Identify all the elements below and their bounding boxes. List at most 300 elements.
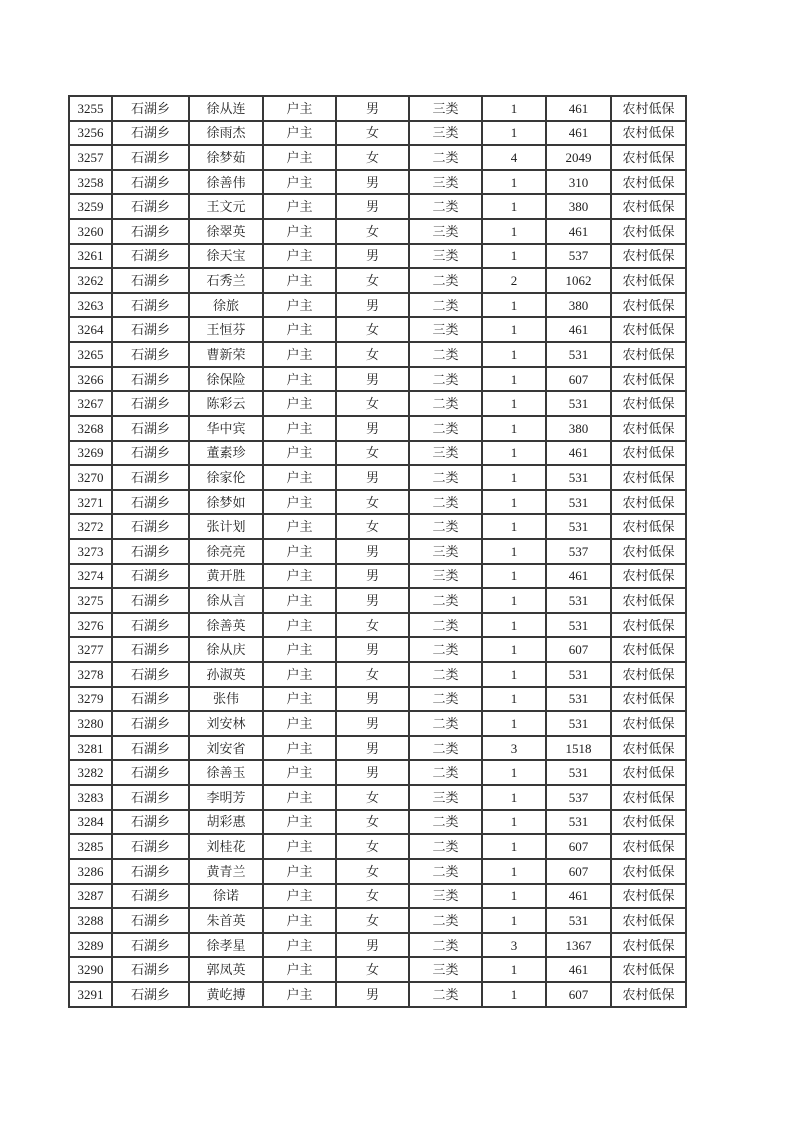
cell-program: 农村低保 xyxy=(611,194,686,219)
table-row xyxy=(69,539,686,564)
cell-township: 石湖乡 xyxy=(112,170,189,195)
cell-amount: 461 xyxy=(546,219,611,244)
cell-name: 徐从庆 xyxy=(189,637,263,662)
cell-category: 三类 xyxy=(409,96,482,121)
cell-township: 石湖乡 xyxy=(112,957,189,982)
cell-gender: 女 xyxy=(336,391,409,416)
table-row xyxy=(69,293,686,318)
cell-category: 二类 xyxy=(409,588,482,613)
cell-person_count: 1 xyxy=(482,588,546,613)
cell-name: 董素珍 xyxy=(189,441,263,466)
cell-person_count: 1 xyxy=(482,859,546,884)
cell-amount: 461 xyxy=(546,121,611,146)
table-row xyxy=(69,367,686,392)
rural-subsistence-allowance-table xyxy=(68,95,687,1008)
cell-township: 石湖乡 xyxy=(112,539,189,564)
cell-name: 徐保险 xyxy=(189,367,263,392)
cell-township: 石湖乡 xyxy=(112,441,189,466)
cell-gender: 女 xyxy=(336,810,409,835)
cell-category: 二类 xyxy=(409,982,482,1007)
cell-amount: 461 xyxy=(546,317,611,342)
cell-household_role: 户主 xyxy=(263,121,336,146)
cell-serial_no: 3284 xyxy=(69,810,112,835)
cell-township: 石湖乡 xyxy=(112,490,189,515)
table-row xyxy=(69,711,686,736)
cell-name: 徐亮亮 xyxy=(189,539,263,564)
cell-household_role: 户主 xyxy=(263,244,336,269)
cell-amount: 537 xyxy=(546,244,611,269)
table-row xyxy=(69,908,686,933)
cell-program: 农村低保 xyxy=(611,564,686,589)
cell-amount: 537 xyxy=(546,785,611,810)
cell-household_role: 户主 xyxy=(263,342,336,367)
cell-category: 三类 xyxy=(409,957,482,982)
cell-household_role: 户主 xyxy=(263,367,336,392)
cell-category: 二类 xyxy=(409,145,482,170)
cell-township: 石湖乡 xyxy=(112,416,189,441)
cell-gender: 女 xyxy=(336,490,409,515)
cell-gender: 女 xyxy=(336,613,409,638)
cell-amount: 531 xyxy=(546,391,611,416)
cell-person_count: 1 xyxy=(482,194,546,219)
cell-serial_no: 3291 xyxy=(69,982,112,1007)
cell-person_count: 1 xyxy=(482,490,546,515)
cell-program: 农村低保 xyxy=(611,170,686,195)
cell-serial_no: 3274 xyxy=(69,564,112,589)
table-row xyxy=(69,244,686,269)
cell-gender: 男 xyxy=(336,367,409,392)
cell-township: 石湖乡 xyxy=(112,293,189,318)
cell-gender: 女 xyxy=(336,317,409,342)
cell-name: 徐翠英 xyxy=(189,219,263,244)
cell-serial_no: 3258 xyxy=(69,170,112,195)
cell-township: 石湖乡 xyxy=(112,342,189,367)
cell-serial_no: 3276 xyxy=(69,613,112,638)
cell-name: 徐从言 xyxy=(189,588,263,613)
cell-township: 石湖乡 xyxy=(112,711,189,736)
cell-township: 石湖乡 xyxy=(112,465,189,490)
cell-program: 农村低保 xyxy=(611,588,686,613)
cell-township: 石湖乡 xyxy=(112,391,189,416)
cell-amount: 531 xyxy=(546,613,611,638)
cell-person_count: 1 xyxy=(482,367,546,392)
cell-township: 石湖乡 xyxy=(112,244,189,269)
cell-township: 石湖乡 xyxy=(112,96,189,121)
table-body xyxy=(69,96,686,1007)
cell-township: 石湖乡 xyxy=(112,219,189,244)
cell-person_count: 1 xyxy=(482,465,546,490)
cell-program: 农村低保 xyxy=(611,785,686,810)
cell-category: 二类 xyxy=(409,711,482,736)
cell-name: 徐善伟 xyxy=(189,170,263,195)
cell-household_role: 户主 xyxy=(263,687,336,712)
cell-program: 农村低保 xyxy=(611,268,686,293)
cell-household_role: 户主 xyxy=(263,810,336,835)
cell-household_role: 户主 xyxy=(263,933,336,958)
cell-township: 石湖乡 xyxy=(112,687,189,712)
cell-amount: 531 xyxy=(546,810,611,835)
table-row xyxy=(69,317,686,342)
cell-serial_no: 3271 xyxy=(69,490,112,515)
cell-household_role: 户主 xyxy=(263,391,336,416)
cell-name: 朱首英 xyxy=(189,908,263,933)
cell-township: 石湖乡 xyxy=(112,810,189,835)
table-row xyxy=(69,884,686,909)
cell-township: 石湖乡 xyxy=(112,588,189,613)
cell-household_role: 户主 xyxy=(263,884,336,909)
cell-household_role: 户主 xyxy=(263,736,336,761)
cell-program: 农村低保 xyxy=(611,736,686,761)
cell-household_role: 户主 xyxy=(263,982,336,1007)
cell-household_role: 户主 xyxy=(263,785,336,810)
cell-program: 农村低保 xyxy=(611,933,686,958)
cell-program: 农村低保 xyxy=(611,613,686,638)
cell-person_count: 1 xyxy=(482,637,546,662)
cell-amount: 2049 xyxy=(546,145,611,170)
cell-gender: 女 xyxy=(336,121,409,146)
cell-amount: 310 xyxy=(546,170,611,195)
cell-serial_no: 3280 xyxy=(69,711,112,736)
cell-name: 刘安省 xyxy=(189,736,263,761)
cell-township: 石湖乡 xyxy=(112,736,189,761)
cell-category: 三类 xyxy=(409,219,482,244)
cell-category: 三类 xyxy=(409,441,482,466)
cell-gender: 女 xyxy=(336,908,409,933)
table-row xyxy=(69,588,686,613)
cell-person_count: 1 xyxy=(482,391,546,416)
cell-gender: 女 xyxy=(336,834,409,859)
cell-name: 黄屹搏 xyxy=(189,982,263,1007)
cell-name: 刘桂花 xyxy=(189,834,263,859)
cell-category: 二类 xyxy=(409,514,482,539)
table-row xyxy=(69,219,686,244)
cell-category: 二类 xyxy=(409,834,482,859)
cell-serial_no: 3281 xyxy=(69,736,112,761)
cell-category: 二类 xyxy=(409,465,482,490)
cell-amount: 531 xyxy=(546,490,611,515)
cell-township: 石湖乡 xyxy=(112,145,189,170)
table-row xyxy=(69,760,686,785)
cell-program: 农村低保 xyxy=(611,662,686,687)
cell-township: 石湖乡 xyxy=(112,317,189,342)
table-row xyxy=(69,982,686,1007)
cell-amount: 531 xyxy=(546,760,611,785)
cell-amount: 1367 xyxy=(546,933,611,958)
cell-amount: 380 xyxy=(546,293,611,318)
table-row xyxy=(69,810,686,835)
cell-program: 农村低保 xyxy=(611,834,686,859)
cell-household_role: 户主 xyxy=(263,908,336,933)
cell-serial_no: 3283 xyxy=(69,785,112,810)
cell-program: 农村低保 xyxy=(611,441,686,466)
cell-township: 石湖乡 xyxy=(112,613,189,638)
table-row xyxy=(69,736,686,761)
cell-gender: 男 xyxy=(336,564,409,589)
cell-amount: 531 xyxy=(546,342,611,367)
cell-program: 农村低保 xyxy=(611,121,686,146)
cell-amount: 380 xyxy=(546,416,611,441)
cell-gender: 男 xyxy=(336,982,409,1007)
cell-category: 二类 xyxy=(409,810,482,835)
cell-name: 徐雨杰 xyxy=(189,121,263,146)
cell-category: 二类 xyxy=(409,637,482,662)
cell-category: 二类 xyxy=(409,342,482,367)
cell-amount: 531 xyxy=(546,908,611,933)
cell-household_role: 户主 xyxy=(263,859,336,884)
table-row xyxy=(69,268,686,293)
cell-gender: 男 xyxy=(336,170,409,195)
cell-serial_no: 3282 xyxy=(69,760,112,785)
cell-serial_no: 3267 xyxy=(69,391,112,416)
cell-name: 华中宾 xyxy=(189,416,263,441)
cell-category: 二类 xyxy=(409,391,482,416)
cell-person_count: 1 xyxy=(482,293,546,318)
cell-person_count: 4 xyxy=(482,145,546,170)
cell-gender: 女 xyxy=(336,859,409,884)
cell-name: 徐梦茹 xyxy=(189,145,263,170)
cell-category: 三类 xyxy=(409,244,482,269)
cell-household_role: 户主 xyxy=(263,834,336,859)
table-row xyxy=(69,564,686,589)
cell-name: 王恒芬 xyxy=(189,317,263,342)
cell-person_count: 1 xyxy=(482,785,546,810)
cell-person_count: 1 xyxy=(482,564,546,589)
cell-serial_no: 3275 xyxy=(69,588,112,613)
cell-program: 农村低保 xyxy=(611,342,686,367)
cell-household_role: 户主 xyxy=(263,219,336,244)
cell-gender: 女 xyxy=(336,957,409,982)
cell-amount: 537 xyxy=(546,539,611,564)
cell-person_count: 1 xyxy=(482,662,546,687)
cell-person_count: 1 xyxy=(482,121,546,146)
cell-serial_no: 3273 xyxy=(69,539,112,564)
cell-gender: 男 xyxy=(336,539,409,564)
cell-gender: 女 xyxy=(336,268,409,293)
table-row xyxy=(69,662,686,687)
cell-program: 农村低保 xyxy=(611,490,686,515)
cell-person_count: 1 xyxy=(482,96,546,121)
cell-program: 农村低保 xyxy=(611,982,686,1007)
cell-household_role: 户主 xyxy=(263,662,336,687)
cell-name: 石秀兰 xyxy=(189,268,263,293)
cell-person_count: 3 xyxy=(482,933,546,958)
cell-category: 二类 xyxy=(409,859,482,884)
cell-amount: 607 xyxy=(546,367,611,392)
cell-program: 农村低保 xyxy=(611,687,686,712)
cell-gender: 女 xyxy=(336,514,409,539)
cell-township: 石湖乡 xyxy=(112,933,189,958)
cell-category: 二类 xyxy=(409,933,482,958)
cell-name: 徐家伦 xyxy=(189,465,263,490)
cell-amount: 607 xyxy=(546,859,611,884)
cell-serial_no: 3270 xyxy=(69,465,112,490)
cell-gender: 男 xyxy=(336,687,409,712)
cell-gender: 男 xyxy=(336,736,409,761)
cell-serial_no: 3264 xyxy=(69,317,112,342)
table-row xyxy=(69,859,686,884)
table-row xyxy=(69,170,686,195)
cell-category: 二类 xyxy=(409,490,482,515)
table-row xyxy=(69,391,686,416)
cell-amount: 531 xyxy=(546,465,611,490)
cell-person_count: 1 xyxy=(482,760,546,785)
cell-gender: 女 xyxy=(336,884,409,909)
cell-gender: 男 xyxy=(336,244,409,269)
cell-amount: 607 xyxy=(546,834,611,859)
cell-gender: 男 xyxy=(336,465,409,490)
cell-serial_no: 3288 xyxy=(69,908,112,933)
cell-person_count: 1 xyxy=(482,170,546,195)
cell-gender: 男 xyxy=(336,416,409,441)
cell-program: 农村低保 xyxy=(611,367,686,392)
cell-serial_no: 3257 xyxy=(69,145,112,170)
cell-person_count: 1 xyxy=(482,613,546,638)
cell-name: 胡彩惠 xyxy=(189,810,263,835)
cell-household_role: 户主 xyxy=(263,416,336,441)
cell-name: 张计划 xyxy=(189,514,263,539)
table-row xyxy=(69,514,686,539)
cell-township: 石湖乡 xyxy=(112,564,189,589)
table-row xyxy=(69,96,686,121)
cell-program: 农村低保 xyxy=(611,416,686,441)
cell-amount: 461 xyxy=(546,564,611,589)
cell-name: 黄开胜 xyxy=(189,564,263,589)
cell-person_count: 1 xyxy=(482,884,546,909)
cell-serial_no: 3286 xyxy=(69,859,112,884)
cell-township: 石湖乡 xyxy=(112,662,189,687)
cell-name: 徐天宝 xyxy=(189,244,263,269)
cell-program: 农村低保 xyxy=(611,293,686,318)
cell-amount: 1062 xyxy=(546,268,611,293)
cell-township: 石湖乡 xyxy=(112,637,189,662)
cell-amount: 607 xyxy=(546,982,611,1007)
cell-township: 石湖乡 xyxy=(112,194,189,219)
cell-serial_no: 3272 xyxy=(69,514,112,539)
table-row xyxy=(69,416,686,441)
cell-program: 农村低保 xyxy=(611,539,686,564)
cell-person_count: 1 xyxy=(482,810,546,835)
cell-household_role: 户主 xyxy=(263,96,336,121)
cell-serial_no: 3266 xyxy=(69,367,112,392)
cell-household_role: 户主 xyxy=(263,317,336,342)
cell-person_count: 1 xyxy=(482,539,546,564)
table-row xyxy=(69,933,686,958)
cell-gender: 女 xyxy=(336,145,409,170)
cell-serial_no: 3261 xyxy=(69,244,112,269)
cell-serial_no: 3263 xyxy=(69,293,112,318)
cell-program: 农村低保 xyxy=(611,219,686,244)
cell-category: 三类 xyxy=(409,785,482,810)
table-row xyxy=(69,637,686,662)
cell-person_count: 1 xyxy=(482,982,546,1007)
cell-gender: 女 xyxy=(336,785,409,810)
cell-household_role: 户主 xyxy=(263,490,336,515)
cell-township: 石湖乡 xyxy=(112,514,189,539)
cell-program: 农村低保 xyxy=(611,760,686,785)
table-row xyxy=(69,121,686,146)
cell-amount: 531 xyxy=(546,662,611,687)
cell-person_count: 1 xyxy=(482,441,546,466)
cell-category: 二类 xyxy=(409,367,482,392)
cell-household_role: 户主 xyxy=(263,588,336,613)
cell-serial_no: 3268 xyxy=(69,416,112,441)
cell-person_count: 1 xyxy=(482,244,546,269)
cell-category: 三类 xyxy=(409,539,482,564)
cell-name: 李明芳 xyxy=(189,785,263,810)
cell-name: 郭凤英 xyxy=(189,957,263,982)
cell-category: 二类 xyxy=(409,293,482,318)
cell-serial_no: 3290 xyxy=(69,957,112,982)
cell-household_role: 户主 xyxy=(263,957,336,982)
cell-person_count: 2 xyxy=(482,268,546,293)
cell-program: 农村低保 xyxy=(611,145,686,170)
cell-person_count: 1 xyxy=(482,514,546,539)
cell-household_role: 户主 xyxy=(263,293,336,318)
cell-amount: 380 xyxy=(546,194,611,219)
cell-program: 农村低保 xyxy=(611,859,686,884)
cell-person_count: 1 xyxy=(482,957,546,982)
cell-gender: 男 xyxy=(336,588,409,613)
table-row xyxy=(69,834,686,859)
cell-name: 徐孝星 xyxy=(189,933,263,958)
cell-household_role: 户主 xyxy=(263,613,336,638)
cell-program: 农村低保 xyxy=(611,244,686,269)
cell-person_count: 1 xyxy=(482,687,546,712)
cell-category: 三类 xyxy=(409,884,482,909)
cell-program: 农村低保 xyxy=(611,391,686,416)
table-row xyxy=(69,342,686,367)
cell-serial_no: 3277 xyxy=(69,637,112,662)
cell-household_role: 户主 xyxy=(263,145,336,170)
cell-name: 刘安林 xyxy=(189,711,263,736)
cell-household_role: 户主 xyxy=(263,514,336,539)
cell-category: 二类 xyxy=(409,908,482,933)
cell-category: 二类 xyxy=(409,613,482,638)
cell-name: 曹新荣 xyxy=(189,342,263,367)
cell-program: 农村低保 xyxy=(611,317,686,342)
cell-name: 徐善玉 xyxy=(189,760,263,785)
cell-serial_no: 3260 xyxy=(69,219,112,244)
cell-gender: 女 xyxy=(336,342,409,367)
cell-household_role: 户主 xyxy=(263,465,336,490)
cell-person_count: 1 xyxy=(482,908,546,933)
cell-person_count: 1 xyxy=(482,834,546,859)
cell-name: 黄青兰 xyxy=(189,859,263,884)
cell-gender: 男 xyxy=(336,96,409,121)
cell-person_count: 1 xyxy=(482,219,546,244)
cell-name: 徐从连 xyxy=(189,96,263,121)
table-row xyxy=(69,957,686,982)
cell-program: 农村低保 xyxy=(611,96,686,121)
cell-amount: 461 xyxy=(546,957,611,982)
cell-township: 石湖乡 xyxy=(112,834,189,859)
cell-person_count: 1 xyxy=(482,711,546,736)
cell-program: 农村低保 xyxy=(611,908,686,933)
cell-household_role: 户主 xyxy=(263,711,336,736)
cell-township: 石湖乡 xyxy=(112,982,189,1007)
cell-program: 农村低保 xyxy=(611,637,686,662)
cell-person_count: 1 xyxy=(482,317,546,342)
cell-gender: 男 xyxy=(336,194,409,219)
cell-amount: 531 xyxy=(546,687,611,712)
cell-program: 农村低保 xyxy=(611,884,686,909)
cell-person_count: 3 xyxy=(482,736,546,761)
table-row xyxy=(69,490,686,515)
cell-category: 三类 xyxy=(409,564,482,589)
cell-category: 三类 xyxy=(409,121,482,146)
cell-gender: 男 xyxy=(336,760,409,785)
cell-township: 石湖乡 xyxy=(112,367,189,392)
